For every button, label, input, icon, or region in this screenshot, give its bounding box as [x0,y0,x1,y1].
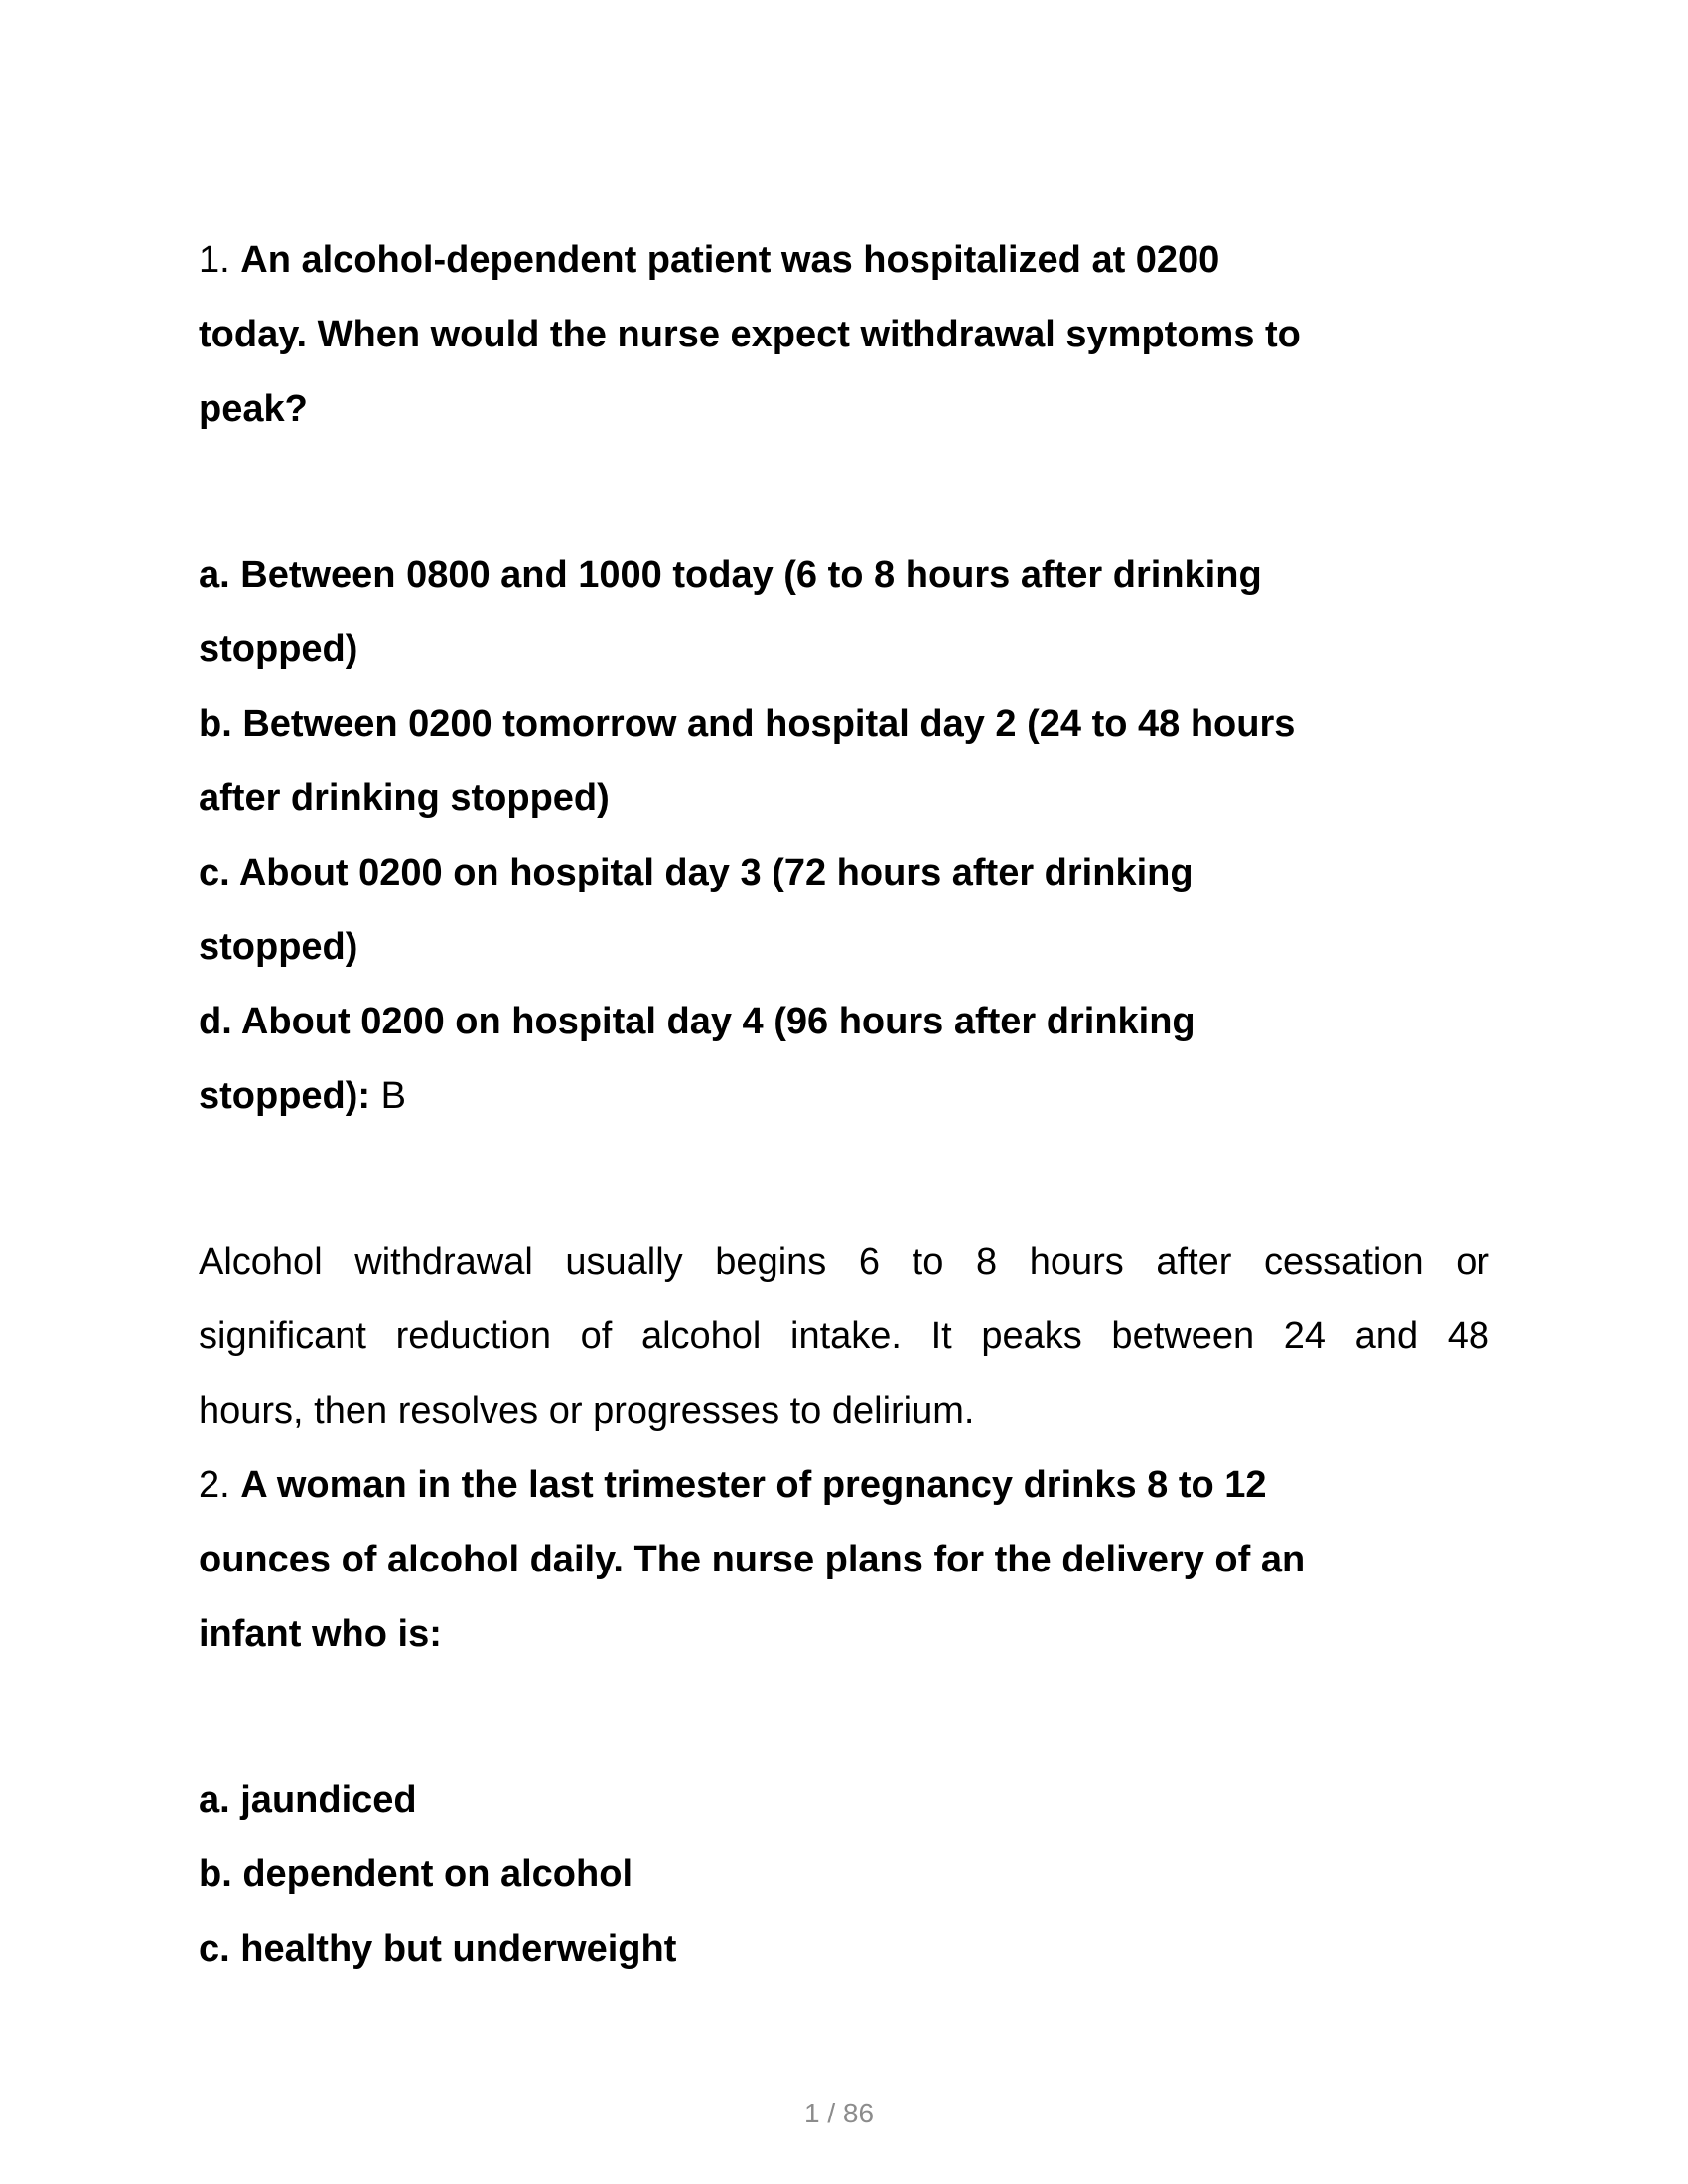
bold-text-run: c. About 0200 on hospital day 3 (72 hours after drinking [199,852,1194,893]
bold-text-run: b. dependent on alcohol [199,1853,633,1895]
bold-text-run: infant who is: [199,1613,442,1655]
bold-text-run: c. healthy but underweight [199,1928,677,1970]
text-line [199,1763,1489,1838]
text-line [199,1912,1489,1986]
regular-text-run: hours, then resolves or progresses to delirium. [199,1390,975,1432]
text-line [199,985,1489,1059]
text-line [199,1448,1489,1523]
text-line [199,298,1489,372]
question-2 [199,1448,1489,1672]
text-line [199,761,1489,836]
page-number-text: 1 / 86 [803,2098,875,2128]
bold-text-run: after drinking stopped) [199,777,610,819]
bold-text-run: b. Between 0200 tomorrow and hospital day 2 (24 to 48 hours [199,703,1296,745]
bold-text-run: peak? [199,388,308,430]
page-number [0,2097,1678,2130]
text-line [199,836,1489,910]
text-line [199,687,1489,761]
bold-text-run: a. Between 0800 and 1000 today (6 to 8 hours after drinking [199,554,1262,596]
bold-text-run: ounces of alcohol daily. The nurse plans for the delivery of an [199,1539,1306,1580]
regular-text-run: 1. [199,239,241,281]
question-2-options [199,1763,1489,1986]
bold-text-run: stopped) [199,628,358,670]
text-line [199,910,1489,985]
text-line [199,1299,1489,1374]
regular-text-run: significant reduction of alcohol intake. It peaks between 24 and 48 [199,1315,1489,1357]
question-1-rationale [199,1225,1489,1448]
text-line [199,538,1489,613]
text-line [199,613,1489,687]
bold-text-run: stopped): [199,1075,381,1117]
bold-text-run: today. When would the nurse expect withdrawal symptoms to [199,314,1301,355]
text-line [199,1838,1489,1912]
text-line [199,1597,1489,1672]
regular-text-run: Alcohol withdrawal usually begins 6 to 8 hours after cessation or [199,1241,1489,1283]
question-1 [199,223,1489,447]
bold-text-run: a. jaundiced [199,1779,417,1821]
text-line [199,1523,1489,1597]
text-line [199,1059,1489,1134]
text-line [199,372,1489,447]
bold-text-run: A woman in the last trimester of pregnancy drinks 8 to 12 [240,1464,1267,1506]
text-line [199,1225,1489,1299]
text-line [199,1374,1489,1448]
regular-text-run: 2. [199,1464,241,1506]
bold-text-run: stopped) [199,926,358,968]
regular-text-run: B [380,1075,406,1117]
text-line [199,223,1489,298]
bold-text-run: d. About 0200 on hospital day 4 (96 hours after drinking [199,1001,1196,1042]
question-1-options [199,538,1489,1134]
document-content [199,223,1489,1986]
bold-text-run: An alcohol-dependent patient was hospitalized at 0200 [240,239,1220,281]
